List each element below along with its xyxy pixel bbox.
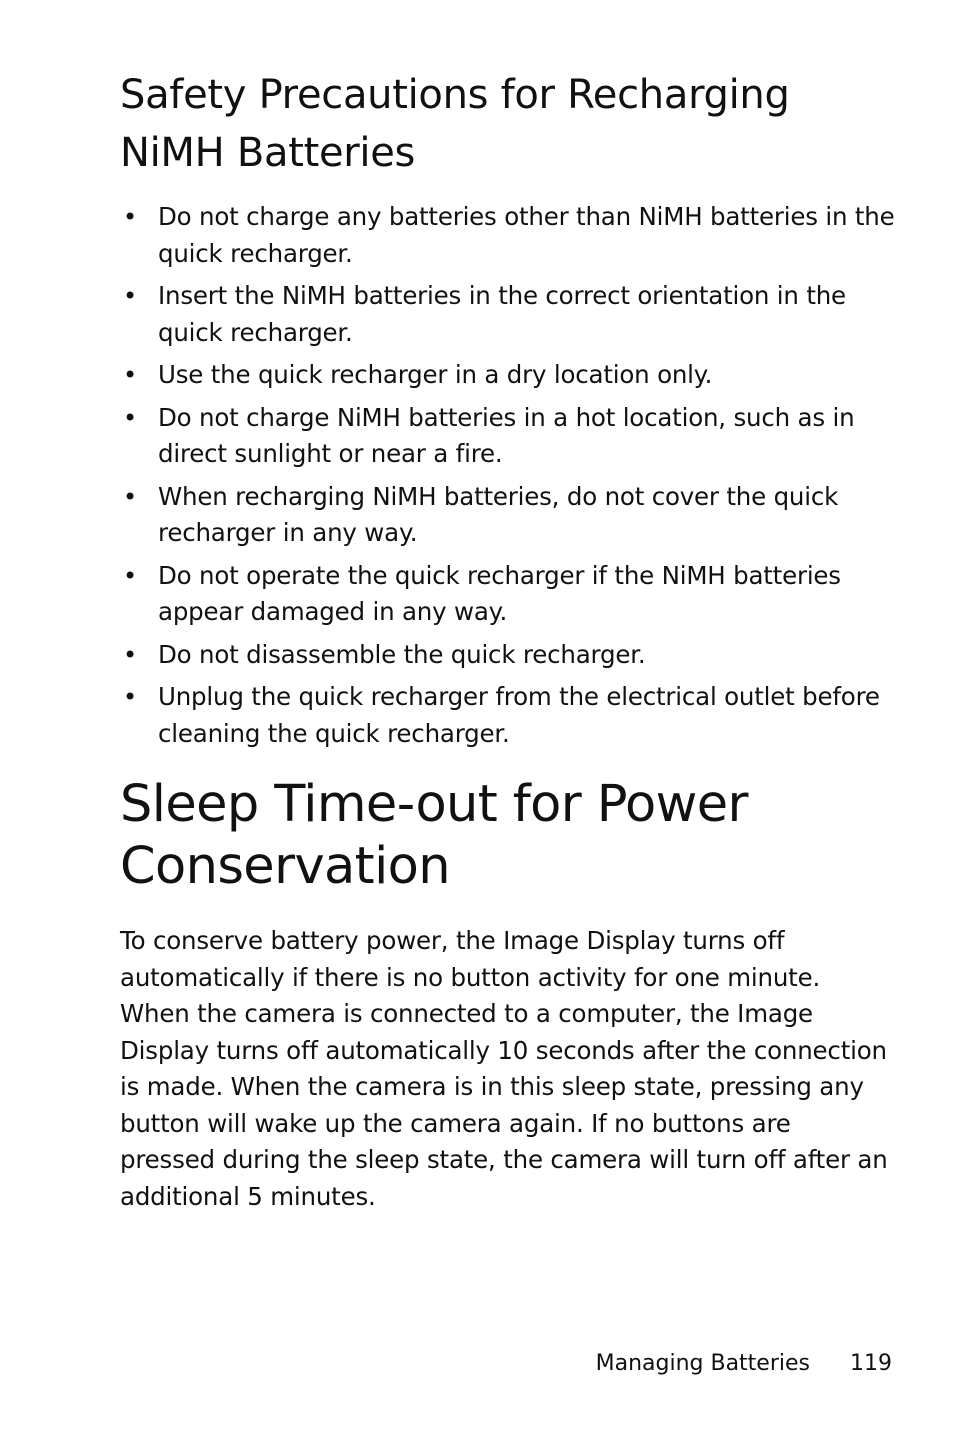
bullet-icon: •: [123, 683, 137, 711]
bullet-icon: •: [123, 640, 137, 669]
footer-chapter-title: Managing Batteries: [595, 1351, 810, 1376]
list-item: [120, 558, 900, 631]
list-item: [120, 679, 900, 752]
sleep-timeout-paragraph: To conserve battery power, the Image Display turns off automatically if there is no button activity for one minute. When the camera is connected to a computer, the Image Display turns off automatically 10 seconds after the connection is made. When the camera is in this sleep state, pressing any button will wake up the camera again. If no buttons are pressed during the sleep state, the camera will turn off after an additional 5 minutes.: [120, 926, 888, 1211]
safety-precautions-list: [120, 199, 900, 758]
bullet-icon: •: [123, 403, 137, 432]
list-item: [120, 278, 900, 351]
section-heading-sleep-timeout: Sleep Time-out for Power Conservation: [120, 775, 748, 896]
bullet-icon: •: [123, 203, 137, 231]
list-item-text: When recharging NiMH batteries, do not cover the quick recharger in any way.: [158, 481, 839, 547]
list-item-text: Unplug the quick recharger from the electrical outlet before cleaning the quick recharger.: [158, 682, 880, 748]
list-item: [120, 199, 900, 272]
list-item: [120, 400, 900, 473]
bullet-icon: •: [123, 282, 137, 310]
list-item-text: Do not operate the quick recharger if the NiMH batteries appear damaged in any way.: [158, 560, 841, 626]
list-item: [120, 357, 900, 394]
bullet-icon: •: [123, 482, 137, 511]
page-number: 119: [850, 1351, 892, 1376]
list-item-text: Use the quick recharger in a dry location only.: [158, 360, 713, 389]
page-footer: [596, 1346, 892, 1382]
section-heading-safety-precautions: Safety Precautions for Recharging NiMH Batteries: [120, 72, 790, 176]
bullet-icon: •: [123, 361, 137, 389]
list-item-text: Do not disassemble the quick recharger.: [158, 639, 646, 669]
bullet-icon: •: [123, 561, 137, 590]
list-item: [120, 479, 900, 552]
list-item-text: Do not charge NiMH batteries in a hot location, such as in direct sunlight or near a fire.: [158, 402, 855, 468]
list-item: [120, 637, 900, 674]
list-item-text: Insert the NiMH batteries in the correct orientation in the quick recharger.: [158, 281, 846, 347]
list-item-text: Do not charge any batteries other than NiMH batteries in the quick recharger.: [158, 202, 895, 268]
